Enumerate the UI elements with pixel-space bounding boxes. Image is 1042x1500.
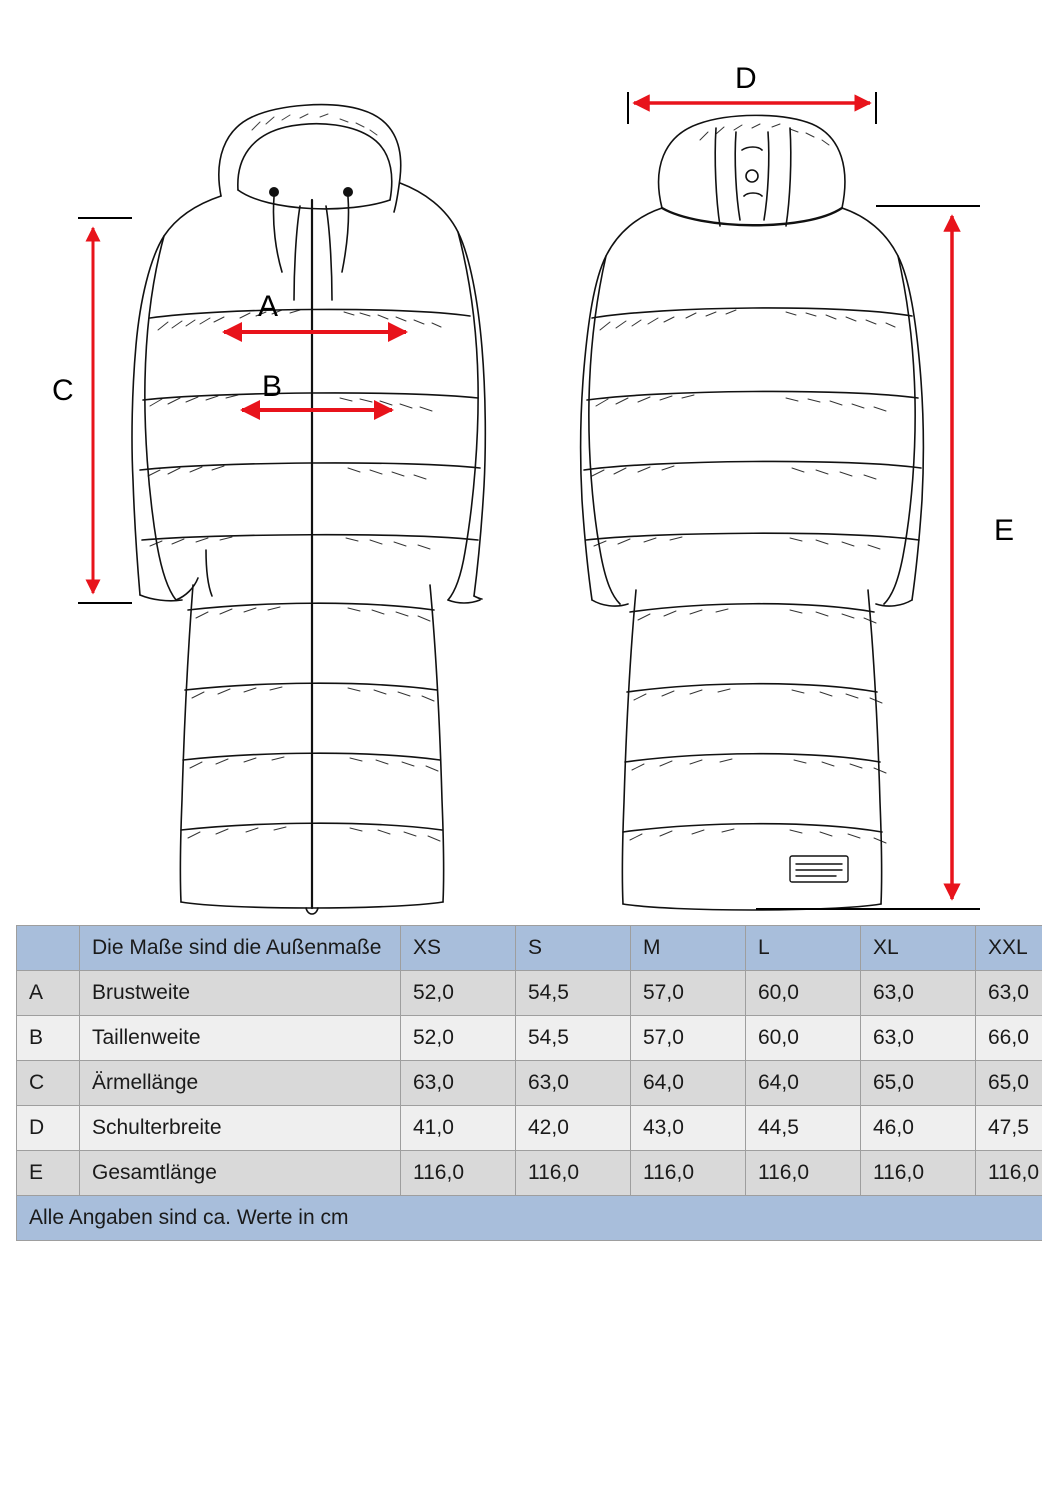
header-size-s: S (516, 926, 631, 971)
row-value-xxl: 66,0 (976, 1016, 1042, 1061)
row-value-xl: 63,0 (861, 1016, 976, 1061)
row-value-s: 54,5 (516, 971, 631, 1016)
row-name: Ärmellänge (80, 1061, 401, 1106)
row-name: Taillenweite (80, 1016, 401, 1061)
row-letter: E (17, 1151, 80, 1196)
table-header-row (17, 926, 1042, 971)
header-size-xl: XL (861, 926, 976, 971)
row-letter: A (17, 971, 80, 1016)
row-value-xxl: 47,5 (976, 1106, 1042, 1151)
dim-label-a: A (258, 290, 279, 323)
header-size-xxl: XXL (976, 926, 1042, 971)
row-value-m: 57,0 (631, 1016, 746, 1061)
row-value-l: 44,5 (746, 1106, 861, 1151)
row-value-l: 60,0 (746, 971, 861, 1016)
row-name: Schulterbreite (80, 1106, 401, 1151)
row-letter: C (17, 1061, 80, 1106)
dim-c (52, 218, 132, 603)
dim-label-d: D (735, 62, 757, 95)
table-footer-row (17, 1196, 1042, 1241)
row-value-xs: 116,0 (401, 1151, 516, 1196)
row-value-xl: 63,0 (861, 971, 976, 1016)
row-name: Gesamtlänge (80, 1151, 401, 1196)
row-value-xs: 52,0 (401, 1016, 516, 1061)
table-row (17, 1151, 1042, 1196)
row-value-xs: 52,0 (401, 971, 516, 1016)
header-size-m: M (631, 926, 746, 971)
row-value-s: 63,0 (516, 1061, 631, 1106)
header-size-l: L (746, 926, 861, 971)
row-letter: D (17, 1106, 80, 1151)
table-row (17, 1016, 1042, 1061)
table-row (17, 1061, 1042, 1106)
row-name: Brustweite (80, 971, 401, 1016)
row-value-xs: 63,0 (401, 1061, 516, 1106)
front-view-coat (132, 105, 485, 914)
dim-label-b: B (262, 370, 283, 403)
row-value-m: 116,0 (631, 1151, 746, 1196)
row-value-xl: 65,0 (861, 1061, 976, 1106)
row-value-xxl: 116,0 (976, 1151, 1042, 1196)
row-value-s: 116,0 (516, 1151, 631, 1196)
row-value-m: 57,0 (631, 971, 746, 1016)
dim-label-e: E (994, 514, 1015, 547)
row-value-s: 54,5 (516, 1016, 631, 1061)
header-size-xs: XS (401, 926, 516, 971)
table-row (17, 971, 1042, 1016)
row-value-s: 42,0 (516, 1106, 631, 1151)
row-value-xs: 41,0 (401, 1106, 516, 1151)
row-value-xl: 116,0 (861, 1151, 976, 1196)
size-chart-table (16, 925, 1042, 1241)
dim-b (242, 370, 392, 410)
table-row (17, 1106, 1042, 1151)
row-value-l: 64,0 (746, 1061, 861, 1106)
row-value-xxl: 65,0 (976, 1061, 1042, 1106)
table-header (17, 926, 1042, 971)
header-title: Die Maße sind die Außenmaße (80, 926, 401, 971)
row-value-l: 60,0 (746, 1016, 861, 1061)
row-value-xl: 46,0 (861, 1106, 976, 1151)
row-value-xxl: 63,0 (976, 971, 1042, 1016)
row-value-m: 64,0 (631, 1061, 746, 1106)
row-letter: B (17, 1016, 80, 1061)
table-footer-note: Alle Angaben sind ca. Werte in cm (17, 1196, 1042, 1241)
header-letter-blank (17, 926, 80, 971)
back-view-coat (581, 115, 924, 910)
row-value-m: 43,0 (631, 1106, 746, 1151)
dim-label-c: C (52, 374, 74, 407)
row-value-l: 116,0 (746, 1151, 861, 1196)
dim-e (756, 206, 1014, 909)
